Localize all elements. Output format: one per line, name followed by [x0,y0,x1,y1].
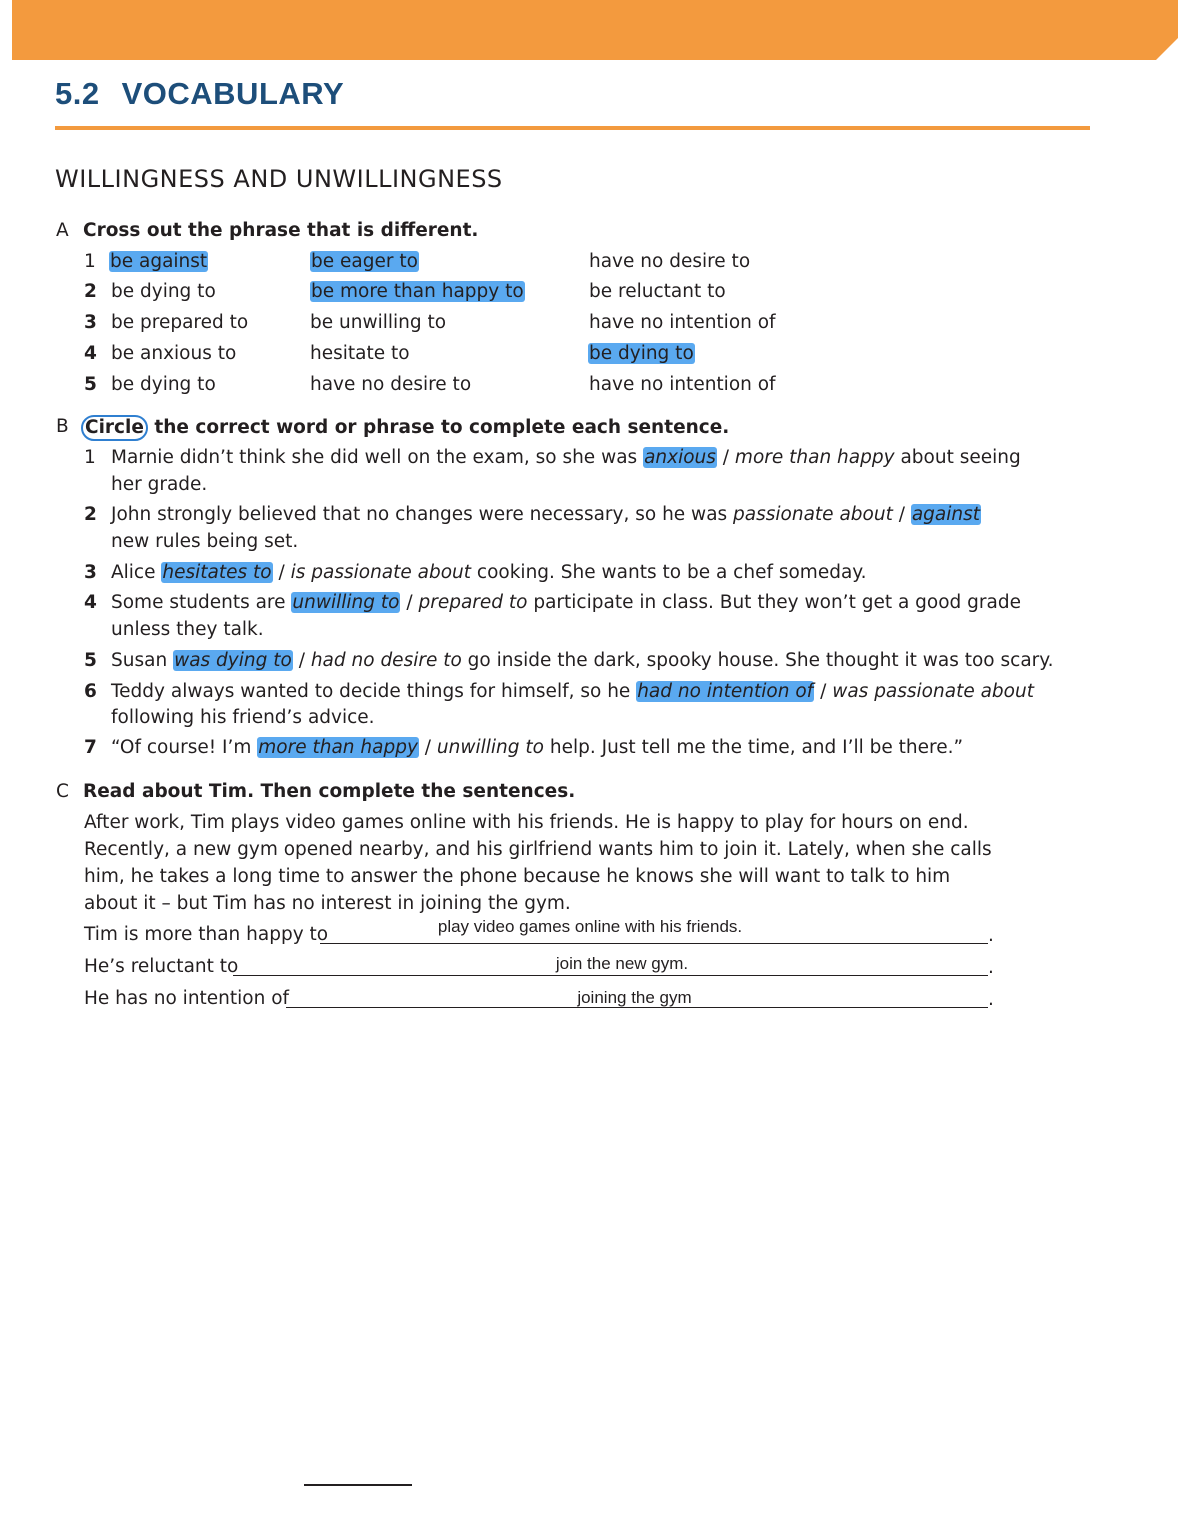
option-choice[interactable]: more than happy [258,737,418,758]
instruction-rest: the correct word or phrase to complete each sentence. [154,417,730,438]
exercise-a-phrase[interactable]: be anxious to [111,343,237,364]
exercise-a-num: 1 [84,251,96,272]
option-choice[interactable]: is passionate about [290,562,472,583]
exercise-a-phrase[interactable]: be reluctant to [589,281,726,302]
sentence-text: her grade. [111,474,208,495]
exercise-a-phrase[interactable]: have no desire to [310,374,472,395]
option-choice[interactable]: anxious [644,447,716,468]
highlighted-answer: be eager to [311,251,418,272]
exercise-b-num: 2 [84,504,97,525]
sentence-text: John strongly believed that no changes were necessary, so he was passionate about / against [111,504,981,525]
answer-text: joining the gym [577,988,692,1007]
exercise-a-num: 3 [84,312,97,333]
top-banner [12,0,1178,60]
highlighted-answer: be against [110,251,208,272]
exercise-b-num: 7 [84,737,97,758]
unit-number: 5.2 [55,76,100,111]
reading-paragraph-line: him, he takes a long time to answer the phone because he knows she will want to talk to him [84,866,951,887]
exercise-a-phrase[interactable] [109,250,208,274]
option-choice[interactable]: prepared to [418,592,528,613]
option-choice[interactable]: more than happy [734,447,895,468]
exercise-b-num: 5 [84,650,97,671]
exercise-a-num: 2 [84,281,97,302]
end-period: . [988,925,994,946]
sentence-text: Alice hesitates to / is passionate about cooking. She wants to be a chef someday. [111,562,867,583]
banner-notch [1156,38,1178,60]
exercise-a-letter: A [56,220,69,241]
exercise-b-letter: B [56,416,69,437]
option-choice[interactable]: had no intention of [637,681,814,702]
option-choice[interactable]: was passionate about [832,681,1034,702]
exercise-c-instruction: Read about Tim. Then complete the sentences. [83,781,576,802]
exercise-a-phrase[interactable]: have no desire to [589,251,751,272]
end-period: . [988,989,994,1010]
reading-paragraph-line: Recently, a new gym opened nearby, and his girlfriend wants him to join it. Lately, when she calls [84,839,992,860]
exercise-a-phrase[interactable] [588,342,695,366]
option-choice[interactable]: was dying to [174,650,292,671]
highlighted-answer: be dying to [589,343,694,364]
exercise-a-phrase[interactable]: have no intention of [589,312,776,333]
sentence-text: unless they talk. [111,619,264,640]
exercise-a-phrase[interactable]: be unwilling to [310,312,447,333]
exercise-b-num: 1 [84,447,96,468]
circle-word: Circle [81,415,148,441]
option-choice[interactable]: unwilling to [436,737,544,758]
answer-text: play video games online with his friends. [437,917,743,936]
exercise-a-phrase[interactable]: be dying to [111,374,216,395]
answer-text: join the new gym. [555,954,689,973]
reading-paragraph-line: After work, Tim plays video games online with his friends. He is happy to play for hours on end. [84,812,969,833]
sentence-text: Marnie didn’t think she did well on the exam, so she was anxious / more than happy about seeing [111,447,1021,468]
option-choice[interactable]: hesitates to [162,562,272,583]
section-title: WILLINGNESS AND UNWILLINGNESS [55,165,503,193]
title-divider [55,126,1090,130]
exercise-a-phrase[interactable]: hesitate to [310,343,410,364]
exercise-a-num: 5 [84,374,97,395]
sentence-text: new rules being set. [111,531,299,552]
exercise-a-instruction: Cross out the phrase that is different. [83,220,479,241]
sentence-text: Teddy always wanted to decide things for himself, so he had no intention of / was passionate about [111,681,1034,702]
exercise-a-phrase[interactable]: be prepared to [111,312,249,333]
exercise-a-phrase[interactable] [310,250,419,274]
prompt-stem: He has no intention of [84,988,290,1009]
exercise-b-num: 6 [84,681,97,702]
highlighted-answer: be more than happy to [311,281,524,302]
prompt-stem: Tim is more than happy to [84,924,329,945]
unit-title-text: VOCABULARY [121,76,345,111]
page-title [55,76,344,112]
end-period: . [988,957,994,978]
reading-paragraph-line: about it – but Tim has no interest in joining the gym. [84,893,571,914]
exercise-a-phrase[interactable]: be dying to [111,281,216,302]
prompt-stem: He’s reluctant to [84,956,239,977]
exercise-b-num: 3 [84,562,97,583]
option-choice[interactable]: had no desire to [310,650,462,671]
sentence-text: Some students are unwilling to / prepared to participate in class. But they won’t get a good grade [111,592,1021,613]
option-choice[interactable]: unwilling to [292,592,400,613]
exercise-a-num: 4 [84,343,97,364]
sentence-text: “Of course! I’m more than happy / unwilling to help. Just tell me the time, and I’ll be there.” [111,737,964,758]
option-choice[interactable]: against [911,504,981,525]
sentence-text: Susan was dying to / had no desire to go inside the dark, spooky house. She thought it was too scary. [111,650,1054,671]
exercise-a-phrase[interactable] [310,280,525,304]
exercise-b-instruction [85,415,729,441]
sentence-text: following his friend’s advice. [111,707,375,728]
exercise-b-num: 4 [84,592,97,613]
exercise-a-phrase[interactable]: have no intention of [589,374,776,395]
footer-rule [304,1484,412,1486]
exercise-c-letter: C [56,781,69,802]
option-choice[interactable]: passionate about [733,504,893,525]
